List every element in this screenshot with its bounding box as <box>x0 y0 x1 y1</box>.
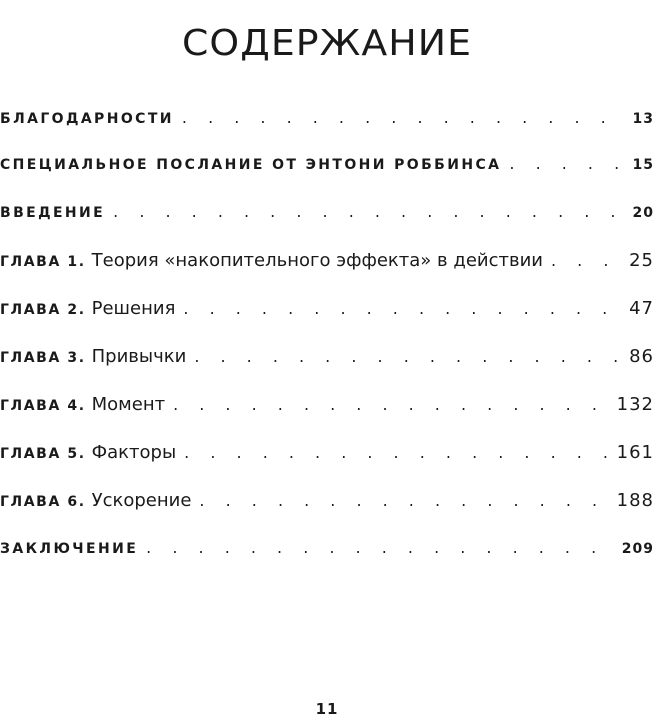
toc-page-number: 13 <box>632 111 654 127</box>
toc-page-number: 47 <box>629 298 654 319</box>
toc-page-number: 15 <box>632 157 654 173</box>
toc-entry-special-message[interactable] <box>0 154 654 202</box>
dot-leader <box>551 251 623 270</box>
toc-page-number: 188 <box>616 490 654 511</box>
dot-leader <box>199 491 610 510</box>
toc-entry-label: БЛАГОДАРНОСТИ <box>0 111 174 127</box>
chapter-label: ГЛАВА 2. <box>0 302 86 318</box>
dot-leader <box>113 202 626 221</box>
toc-entry-chapter-2[interactable] <box>0 298 654 346</box>
chapter-title: Теория «накопительного эффекта» в действии <box>91 250 543 271</box>
toc-entry-label: ВВЕДЕНИЕ <box>0 205 106 221</box>
toc-entry-chapter-1[interactable] <box>0 250 654 298</box>
chapter-title: Ускорение <box>91 490 192 511</box>
page-title: СОДЕРЖАНИЕ <box>181 23 472 65</box>
toc-entry-introduction[interactable] <box>0 202 654 250</box>
toc-page-number: 209 <box>621 541 654 557</box>
chapter-label: ГЛАВА 3. <box>0 350 86 366</box>
toc-entry-chapter-3[interactable] <box>0 346 654 394</box>
toc-page-number: 161 <box>616 442 654 463</box>
dot-leader <box>173 395 611 414</box>
table-of-contents <box>0 108 654 586</box>
chapter-label: ГЛАВА 1. <box>0 254 86 270</box>
dot-leader <box>194 347 623 366</box>
dot-leader <box>146 538 616 557</box>
toc-page-number: 20 <box>632 205 654 221</box>
toc-page-number: 86 <box>629 346 654 367</box>
dot-leader <box>184 443 610 462</box>
toc-page-number: 25 <box>629 250 654 271</box>
chapter-title: Момент <box>91 394 166 415</box>
toc-entry-chapter-5[interactable] <box>0 442 654 490</box>
chapter-title: Факторы <box>91 442 177 463</box>
dot-leader <box>182 108 627 127</box>
chapter-label: ГЛАВА 4. <box>0 398 86 414</box>
toc-entry-label: ЗАКЛЮЧЕНИЕ <box>0 541 139 557</box>
chapter-label: ГЛАВА 5. <box>0 446 86 462</box>
toc-entry-chapter-4[interactable] <box>0 394 654 442</box>
page-number: 11 <box>315 700 339 718</box>
dot-leader <box>183 299 623 318</box>
chapter-title: Решения <box>91 298 176 319</box>
toc-entry-label: СПЕЦИАЛЬНОЕ ПОСЛАНИЕ ОТ ЭНТОНИ РОББИНСА <box>0 157 502 173</box>
toc-entry-conclusion[interactable] <box>0 538 654 586</box>
chapter-title: Привычки <box>91 346 187 367</box>
toc-page-number: 132 <box>616 394 654 415</box>
toc-entry-chapter-6[interactable] <box>0 490 654 538</box>
chapter-label: ГЛАВА 6. <box>0 494 86 510</box>
toc-entry-acknowledgements[interactable] <box>0 108 654 154</box>
dot-leader <box>509 154 626 173</box>
